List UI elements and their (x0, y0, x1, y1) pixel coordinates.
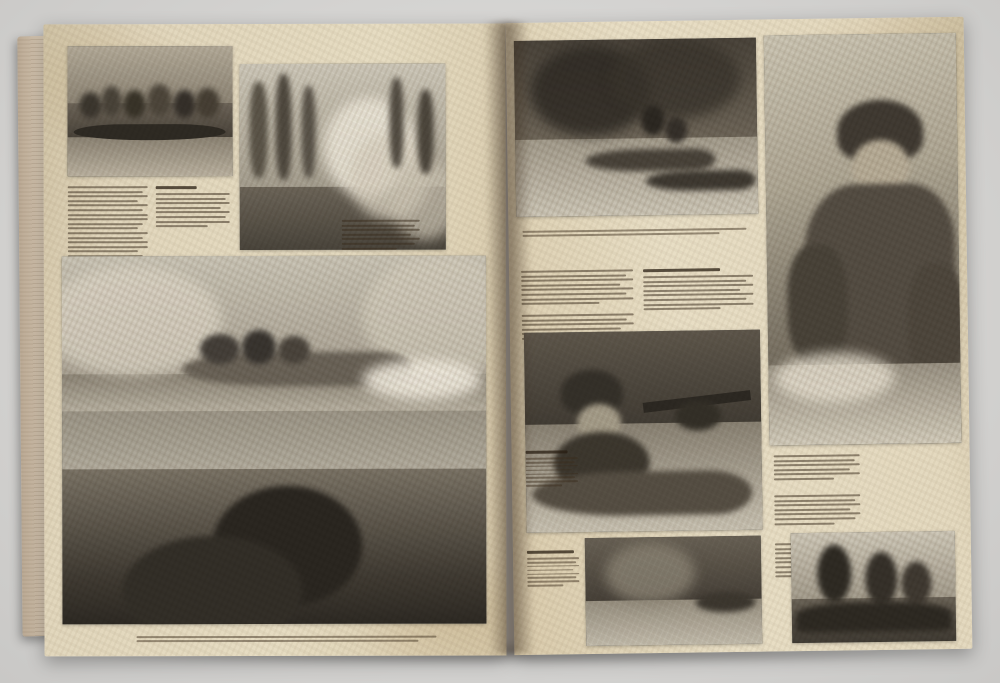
photo-officer-helmet (764, 33, 962, 446)
left-page (43, 24, 506, 657)
caption-bottom-strip (527, 550, 582, 655)
photo-boats-smoke-top (514, 38, 758, 217)
photo-riverbank-smoke (585, 536, 762, 646)
photo-large-boat-crossing (62, 256, 487, 625)
caption-bottom-strip-text (528, 598, 581, 655)
caption-top-right-text (523, 246, 731, 271)
photo-troops-boat-top-left (67, 46, 232, 176)
caption-bottom-left-text (137, 653, 431, 656)
caption-top-right (522, 228, 747, 275)
photo-soldiers-landing (791, 531, 957, 643)
open-magazine (15, 10, 981, 673)
caption-bottom-left (136, 636, 436, 657)
right-page (506, 17, 973, 655)
